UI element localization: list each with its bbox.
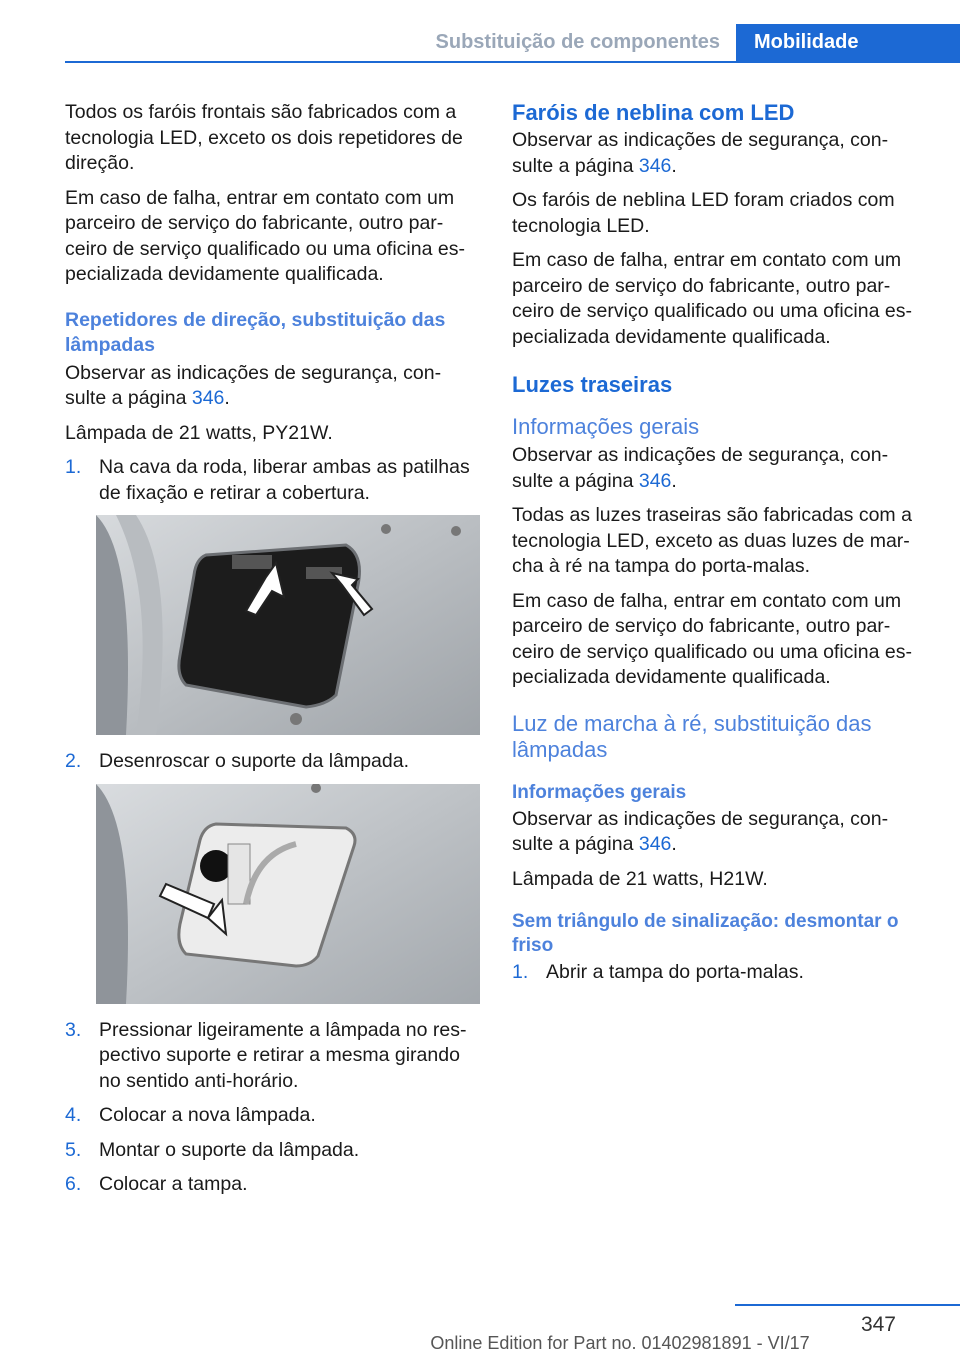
list-item: 4. Colocar a nova lâmpada. [65, 1104, 316, 1126]
subheading-no-warning-triangle: Sem triângulo de sinalização: desmontar o friso [512, 911, 899, 956]
section-heading-turn-signals: Repetidores de direção, substituição das lâmpadas [65, 308, 446, 356]
list-item: 6. Colocar a tampa. [65, 1173, 248, 1195]
right-column [512, 100, 927, 995]
bulb-spec: Lâmpada de 21 watts, H21W. [512, 867, 768, 890]
footer-edition: Online Edition for Part no. 01402981891 - VI/17 [430, 1333, 810, 1353]
header-chapter-tab: Mobilidade [736, 24, 960, 61]
subheading-general-info: Informações gerais [512, 414, 700, 439]
steps-list [512, 960, 927, 986]
figure-bulb-holder [96, 784, 480, 1004]
service-paragraph: Em caso de falha, entrar em contato com um parceiro de serviço do fabricante, outro par-ceiro de serviço qualificado ou uma oficina es-pecializada devidamente qualificada. [512, 589, 912, 688]
subheading-general-info: Informações gerais [512, 781, 687, 803]
section-heading-reverse-light: Luz de marcha à ré, substituição das lâmpadas [512, 710, 872, 762]
page-link[interactable]: 346 [638, 469, 672, 492]
list-item: 3. Pressionar ligeiramente a lâmpada no res-pectivo suporte e retirar a mesma girando no sentido anti-horário. [65, 1018, 467, 1092]
bulb-spec: Lâmpada de 21 watts, PY21W. [65, 421, 333, 444]
list-item: 2. Desenroscar o suporte da lâmpada. [65, 750, 410, 772]
figure-wheel-arch-cover [96, 515, 480, 735]
header-rule [65, 61, 960, 63]
list-item: 1. Abrir a tampa do porta-malas. [512, 961, 804, 983]
safety-note: Observar as indicações de segurança, con-sulte a página 346. [512, 807, 889, 855]
page-link[interactable]: 346 [638, 833, 672, 855]
header-section: Substituição de componentes [435, 31, 720, 53]
left-column [65, 100, 480, 1207]
service-paragraph: Em caso de falha, entrar em contato com um parceiro de serviço do fabricante, outro par-ceiro de serviço qualificado ou uma oficina es-pecializada devidamente qualificada. [65, 186, 465, 285]
section-heading-tail-lights: Luzes traseiras [512, 372, 673, 397]
safety-note: Observar as indicações de segurança, con-sulte a página 346. [512, 129, 889, 177]
fog-paragraph: Os faróis de neblina LED foram criados com tecnologia LED. [512, 189, 895, 237]
footer-rule [735, 1304, 960, 1306]
page-link[interactable]: 346 [191, 387, 225, 409]
tail-paragraph: Todas as luzes traseiras são fabricadas com a tecnologia LED, exceto as duas luzes de mar-cha à ré na tampa do porta-malas. [512, 504, 912, 577]
page-link[interactable]: 346 [638, 154, 672, 177]
safety-note: Observar as indicações de segurança, con-sulte a página 346. [65, 361, 442, 409]
section-heading-fog-lights: Faróis de neblina com LED [512, 100, 795, 125]
page-number: 347 [860, 1313, 896, 1336]
intro-paragraph: Todos os faróis frontais são fabricados com a tecnologia LED, exceto os dois repetidores de direção. [65, 101, 463, 174]
service-paragraph: Em caso de falha, entrar em contato com um parceiro de serviço do fabricante, outro par-ceiro de serviço qualificado ou uma oficina es-pecializada devidamente qualificada. [512, 249, 912, 348]
safety-note: Observar as indicações de segurança, con-sulte a página 346. [512, 444, 889, 492]
list-item: 1. Na cava da roda, liberar ambas as patilhas de fixação e retirar a cobertura. [65, 456, 470, 504]
list-item: 5. Montar o suporte da lâmpada. [65, 1138, 360, 1161]
steps-list [65, 455, 480, 506]
